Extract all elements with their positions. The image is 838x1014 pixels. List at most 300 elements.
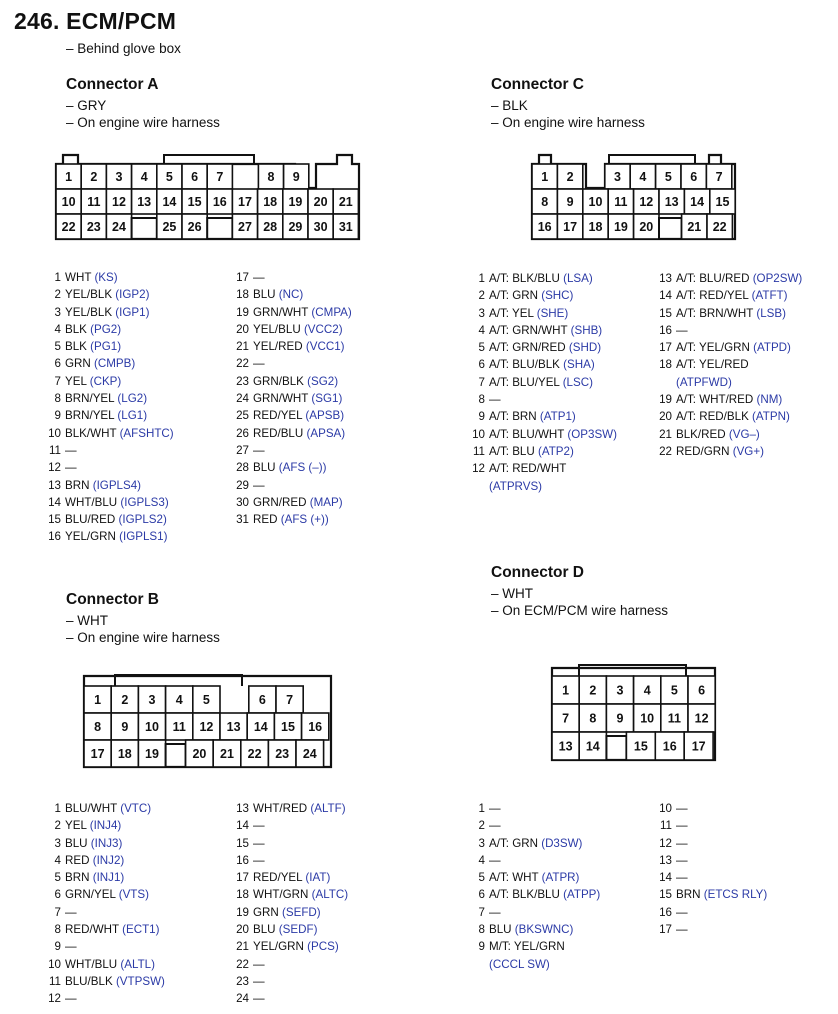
keying-slot xyxy=(207,218,232,239)
pin-row xyxy=(470,869,600,886)
wire-color: A/T: BLU/WHT xyxy=(489,427,565,441)
page-title: 246. ECM/PCM xyxy=(14,8,177,34)
wire-color: — xyxy=(253,974,265,988)
pin-cavity-label: 4 xyxy=(643,683,651,698)
pin-row xyxy=(657,800,767,817)
pin-row xyxy=(46,956,165,973)
wire-color: A/T: GRN xyxy=(489,289,538,303)
connector-a-color: – GRY xyxy=(66,98,107,113)
pin-row xyxy=(234,869,348,886)
pin-row xyxy=(470,938,600,973)
wire-color: WHT/BLU xyxy=(65,957,118,971)
pin-number: 4 xyxy=(478,853,485,867)
pin-number: 3 xyxy=(54,836,61,850)
pin-row xyxy=(470,339,617,356)
pin-number: 8 xyxy=(54,392,61,406)
connector-a-pin-list-right xyxy=(234,269,352,528)
wire-color: — xyxy=(253,357,265,371)
pin-number: 3 xyxy=(478,306,485,320)
wire-color: BLK/RED xyxy=(676,427,726,441)
pin-cavity-label: 12 xyxy=(639,195,654,209)
wire-color: WHT/GRN xyxy=(253,888,309,902)
pin-number: 15 xyxy=(236,836,249,850)
pin-cavity-label: 10 xyxy=(61,195,76,209)
pin-cavity-label: 14 xyxy=(585,739,600,754)
pin-cavity-label: 7 xyxy=(562,711,570,726)
pin-number: 12 xyxy=(48,461,61,475)
pin-row xyxy=(470,287,617,304)
pin-cavity-label: 1 xyxy=(94,693,102,707)
pin-cavity-label: 22 xyxy=(61,220,76,234)
signal-name: (IGPLS2) xyxy=(118,513,167,527)
signal-name: (AFS (+)) xyxy=(280,513,329,527)
pin-cavity-label: 12 xyxy=(199,720,214,734)
wire-color: — xyxy=(253,853,265,867)
pin-row xyxy=(46,355,174,372)
pin-row xyxy=(234,921,348,938)
wire-color: BRN xyxy=(65,478,90,492)
pin-number: 20 xyxy=(236,923,249,937)
pin-cavity-label: 1 xyxy=(65,170,73,184)
signal-name: (VCC1) xyxy=(305,340,345,354)
pin-row xyxy=(657,886,767,903)
pin-number: 2 xyxy=(478,289,485,303)
pin-number: 6 xyxy=(478,358,485,372)
pin-number: 5 xyxy=(478,341,485,355)
pin-row xyxy=(470,443,617,460)
pin-number: 11 xyxy=(659,819,672,833)
pin-number: 9 xyxy=(54,409,61,423)
signal-name: (ATPD) xyxy=(753,341,791,355)
pin-row xyxy=(470,800,600,817)
keying-slot xyxy=(166,744,186,767)
pin-number: 9 xyxy=(54,940,61,954)
wire-color: A/T: GRN/RED xyxy=(489,341,566,355)
wire-color: YEL/BLK xyxy=(65,288,113,302)
pin-cavity-label: 24 xyxy=(302,747,317,761)
pin-row xyxy=(234,511,352,528)
pin-number: 21 xyxy=(659,427,672,441)
pin-cavity-label: 2 xyxy=(589,683,597,698)
pin-number: 13 xyxy=(659,853,672,867)
pin-row xyxy=(234,269,352,286)
wire-color: — xyxy=(489,802,501,815)
pin-cavity-label: 7 xyxy=(216,170,224,184)
pin-cavity-label: 13 xyxy=(558,739,573,754)
pin-cavity-label: 6 xyxy=(698,683,706,698)
wire-color: GRN/WHT xyxy=(253,305,309,319)
pin-row xyxy=(470,374,617,391)
pin-cavity-label: 26 xyxy=(187,220,202,234)
connector-d-diagram xyxy=(546,660,726,770)
pin-number: 16 xyxy=(659,905,672,919)
connector-c-heading: Connector C xyxy=(491,76,584,93)
wire-color: BLU xyxy=(253,923,276,937)
pin-cavity-label: 3 xyxy=(115,170,123,184)
pin-number: 28 xyxy=(236,461,249,475)
signal-name: (ALTF) xyxy=(310,802,346,815)
pin-number: 3 xyxy=(54,305,61,319)
pin-row xyxy=(46,835,165,852)
pin-number: 14 xyxy=(659,289,672,303)
pin-row xyxy=(470,356,617,373)
pin-number: 26 xyxy=(236,426,249,440)
pin-cavity-label: 9 xyxy=(121,720,129,734)
pin-row xyxy=(46,904,165,921)
connector-a-notes xyxy=(66,97,220,131)
pin-cavity-label: 17 xyxy=(691,739,706,754)
pin-cavity-label: 21 xyxy=(220,747,234,761)
pin-cavity-label: 4 xyxy=(175,693,183,707)
connector-a-heading: Connector A xyxy=(66,76,159,93)
signal-name: (NM) xyxy=(756,393,783,407)
connector-b-diagram xyxy=(78,668,348,778)
pin-cavity-label: 16 xyxy=(308,720,323,734)
pin-number: 5 xyxy=(54,340,61,354)
signal-name: (SHD) xyxy=(568,341,602,355)
pin-cavity-label: 19 xyxy=(613,220,628,234)
pin-cavity-label: 9 xyxy=(616,711,624,726)
pin-number: 20 xyxy=(236,322,249,336)
signal-name: (INJ4) xyxy=(89,819,122,833)
pin-number: 7 xyxy=(54,374,61,388)
wire-color: A/T: YEL/GRN xyxy=(676,341,750,355)
pin-cavity-label: 3 xyxy=(148,693,156,707)
wire-color: YEL xyxy=(65,374,87,388)
wire-color: BRN/YEL xyxy=(65,409,115,423)
pin-cavity-label: 30 xyxy=(313,220,328,234)
pin-row xyxy=(234,373,352,390)
pin-number: 25 xyxy=(236,409,249,423)
wire-color: RED xyxy=(65,853,90,867)
keying-slot xyxy=(132,218,157,239)
pin-number: 13 xyxy=(48,478,61,492)
pin-cavity-label: 12 xyxy=(694,711,709,726)
wire-color: BLU/WHT xyxy=(65,802,117,815)
pin-row xyxy=(657,339,802,356)
pin-cavity-label: 15 xyxy=(715,195,730,209)
wire-color: — xyxy=(253,957,265,971)
wire-color: BRN xyxy=(65,871,90,885)
signal-name: (ATP1) xyxy=(539,410,576,424)
signal-name: (PG2) xyxy=(90,322,122,336)
pin-number: 17 xyxy=(236,271,249,284)
wire-color: — xyxy=(253,271,265,284)
wire-color: — xyxy=(65,461,77,475)
connector-latch xyxy=(609,155,695,164)
pin-row xyxy=(46,407,174,424)
pin-number: 18 xyxy=(236,288,249,302)
pin-cavity-label: 20 xyxy=(639,220,654,234)
pin-number: 14 xyxy=(236,819,249,833)
pin-number: 16 xyxy=(659,323,672,337)
connector-d-heading: Connector D xyxy=(491,564,584,581)
pin-row xyxy=(234,286,352,303)
wire-color: A/T: BLK/BLU xyxy=(489,888,560,902)
pin-number: 23 xyxy=(236,974,249,988)
pin-number: 14 xyxy=(48,495,61,509)
wire-color: A/T: RED/YEL xyxy=(676,289,749,303)
pin-number: 4 xyxy=(54,322,61,336)
signal-name: (ALTC) xyxy=(311,888,349,902)
pin-cavity-label: 3 xyxy=(614,170,621,184)
signal-name: (AFS (–)) xyxy=(278,461,327,475)
pin-cavity-label: 29 xyxy=(288,220,303,234)
connector-a-pin-list-left xyxy=(46,269,174,546)
pin-cavity-label: 7 xyxy=(286,693,294,707)
pin-row xyxy=(46,869,165,886)
wire-color: — xyxy=(253,443,265,457)
pin-number: 10 xyxy=(48,426,61,440)
connector-latch xyxy=(579,665,686,676)
pin-number: 30 xyxy=(236,495,249,509)
wire-color: WHT/RED xyxy=(253,802,308,815)
pin-row xyxy=(470,835,600,852)
pin-row xyxy=(657,391,802,408)
pin-cavity-label: 4 xyxy=(140,170,148,184)
pin-cavity-label: 8 xyxy=(94,720,102,734)
connector-d-pin-list-right xyxy=(657,800,767,938)
wire-color: YEL/GRN xyxy=(253,940,304,954)
pin-row xyxy=(46,973,165,990)
pin-number: 12 xyxy=(48,992,61,1006)
pin-cavity-label: 15 xyxy=(281,720,295,734)
pin-number: 7 xyxy=(478,375,485,389)
wire-color: RED/YEL xyxy=(253,871,303,885)
connector-b-pin-list-right xyxy=(234,800,348,1008)
pin-row xyxy=(234,390,352,407)
pin-row xyxy=(46,886,165,903)
wire-color: BLU/BLK xyxy=(65,974,113,988)
pin-cavity-label: 11 xyxy=(614,195,628,209)
connector-c-pin-list-left xyxy=(470,270,617,495)
pin-cavity-label: 17 xyxy=(90,747,105,761)
wire-color: RED/BLU xyxy=(253,426,304,440)
signal-name: (INJ3) xyxy=(90,836,123,850)
pin-number: 29 xyxy=(236,478,249,492)
wire-color: — xyxy=(676,853,688,867)
pin-row xyxy=(46,321,174,338)
signal-name: (LSA) xyxy=(563,272,593,285)
pin-cavity-label: 10 xyxy=(588,195,603,209)
pin-row xyxy=(46,817,165,834)
pin-cavity-label: 8 xyxy=(589,711,597,726)
pin-number: 22 xyxy=(659,444,672,458)
signal-name: (OP2SW) xyxy=(752,272,803,285)
pin-number: 7 xyxy=(54,905,61,919)
pin-row xyxy=(657,817,767,834)
wire-color: A/T: BLK/BLU xyxy=(489,272,560,285)
pin-cavity-label: 21 xyxy=(338,195,353,209)
pin-cavity-label: 5 xyxy=(670,683,678,698)
signal-name: (AFSHTC) xyxy=(119,426,174,440)
pin-number: 31 xyxy=(236,513,249,527)
wire-color: BLU xyxy=(253,461,276,475)
pin-row xyxy=(470,921,600,938)
pin-row xyxy=(234,494,352,511)
signal-name: (VTPSW) xyxy=(115,974,165,988)
connector-c-harness: – On engine wire harness xyxy=(491,115,645,130)
pin-number: 9 xyxy=(478,410,485,424)
pin-cavity-label: 16 xyxy=(662,739,677,754)
wire-color: A/T: BLU/RED xyxy=(676,272,750,285)
pin-row xyxy=(657,305,802,322)
pin-row xyxy=(46,990,165,1007)
wire-color: WHT xyxy=(65,271,92,284)
signal-name: (IGPLS1) xyxy=(119,530,168,544)
wire-color: YEL/GRN xyxy=(65,530,116,544)
pin-row xyxy=(470,460,617,495)
pin-cavity-label: 16 xyxy=(212,195,227,209)
wire-color: — xyxy=(676,323,688,337)
pin-cavity-label: 19 xyxy=(288,195,303,209)
pin-row xyxy=(657,869,767,886)
pin-row xyxy=(46,425,174,442)
pin-row xyxy=(657,287,802,304)
keying-slot xyxy=(659,218,682,239)
wire-color: — xyxy=(676,905,688,919)
pin-number: 3 xyxy=(478,836,485,850)
wire-color: — xyxy=(489,853,501,867)
wire-color: GRN xyxy=(253,905,279,919)
pin-row xyxy=(234,459,352,476)
pin-row xyxy=(234,886,348,903)
pin-cavity-label: 5 xyxy=(202,693,210,707)
connector-c-diagram xyxy=(525,150,745,250)
connector-c-color: – BLK xyxy=(491,98,528,113)
pin-row xyxy=(470,322,617,339)
pin-row xyxy=(46,373,174,390)
pin-number: 8 xyxy=(54,923,61,937)
pin-cavity-label: 18 xyxy=(117,747,132,761)
pin-number: 23 xyxy=(236,374,249,388)
signal-name: (BKSWNC) xyxy=(514,923,574,937)
connector-d-color: – WHT xyxy=(491,586,533,601)
connector-b-pin-list-left xyxy=(46,800,165,1008)
pin-number: 1 xyxy=(54,271,61,284)
wire-color: A/T: RED/BLK xyxy=(676,410,749,424)
pin-row xyxy=(234,835,348,852)
pin-row xyxy=(46,390,174,407)
pin-row xyxy=(46,852,165,869)
signal-name: (SG1) xyxy=(311,392,343,406)
wire-color: BRN xyxy=(676,888,701,902)
pin-row xyxy=(46,304,174,321)
pin-number: 2 xyxy=(478,819,485,833)
pin-row xyxy=(470,391,617,408)
connector-b-color: – WHT xyxy=(66,613,108,628)
pin-number: 18 xyxy=(659,358,672,372)
pin-row xyxy=(234,442,352,459)
pin-row xyxy=(234,338,352,355)
wire-color: RED/GRN xyxy=(676,444,730,458)
wire-color: A/T: BLU/YEL xyxy=(489,375,560,389)
signal-name: (IGP2) xyxy=(115,288,150,302)
signal-name: (PG1) xyxy=(90,340,122,354)
pin-cavity-label: 13 xyxy=(226,720,241,734)
signal-name: (LG2) xyxy=(117,392,148,406)
pin-cavity-label: 25 xyxy=(162,220,177,234)
pin-cavity-label: 2 xyxy=(566,170,574,184)
pin-cavity-label: 1 xyxy=(562,683,570,698)
pin-row xyxy=(470,408,617,425)
signal-name: (SEFD) xyxy=(282,905,321,919)
pin-number: 22 xyxy=(236,357,249,371)
pin-cavity-label: 11 xyxy=(87,195,101,209)
signal-name: (LSC) xyxy=(562,375,593,389)
wire-color: BLK xyxy=(65,340,87,354)
pin-number: 21 xyxy=(236,940,249,954)
wire-color: GRN/RED xyxy=(253,495,307,509)
pin-cavity-label: 8 xyxy=(541,195,549,209)
signal-name: (ATPRVS) xyxy=(489,479,543,493)
pin-number: 12 xyxy=(659,836,672,850)
pin-number: 22 xyxy=(236,957,249,971)
pin-row xyxy=(46,921,165,938)
wire-color: GRN xyxy=(65,357,91,371)
keying-slot xyxy=(606,736,626,760)
wire-color: YEL/BLU xyxy=(253,322,301,336)
pin-cavity-label: 10 xyxy=(640,711,655,726)
wire-color: A/T: BLU/BLK xyxy=(489,358,560,372)
wire-color: — xyxy=(489,819,501,833)
connector-c-notes xyxy=(491,97,645,131)
pin-cavity-label: 24 xyxy=(112,220,126,234)
wire-color: BLU/RED xyxy=(65,513,116,527)
wire-color: YEL/BLK xyxy=(65,305,113,319)
connector-b-heading: Connector B xyxy=(66,591,159,608)
pin-row xyxy=(657,356,802,391)
wire-color: RED/WHT xyxy=(65,923,119,937)
pin-row xyxy=(657,921,767,938)
pin-cavity-label: 20 xyxy=(192,747,207,761)
signal-name: (OP3SW) xyxy=(567,427,617,441)
pin-number: 19 xyxy=(236,305,249,319)
signal-name: (VTC) xyxy=(120,802,152,815)
connector-d-pin-list-left xyxy=(470,800,600,973)
pin-row xyxy=(657,408,802,425)
signal-name: (MAP) xyxy=(309,495,343,509)
wire-color: BLK/WHT xyxy=(65,426,117,440)
connector-c-pin-list-right xyxy=(657,270,802,460)
pin-number: 8 xyxy=(478,393,485,407)
signal-name: (CCCL SW) xyxy=(489,957,550,971)
pin-cavity-label: 27 xyxy=(238,220,252,234)
wire-color: A/T: YEL/RED xyxy=(676,358,749,372)
wire-color: GRN/WHT xyxy=(253,392,309,406)
signal-name: (CMPB) xyxy=(94,357,136,371)
pin-row xyxy=(46,442,174,459)
wire-color: — xyxy=(253,836,265,850)
pin-row xyxy=(234,425,352,442)
wire-color: BRN/YEL xyxy=(65,392,115,406)
signal-name: (VG–) xyxy=(728,427,760,441)
pin-row xyxy=(234,973,348,990)
signal-name: (ATPFWD) xyxy=(676,375,732,389)
wire-color: RED/YEL xyxy=(253,409,303,423)
signal-name: (IGP1) xyxy=(115,305,150,319)
pin-number: 17 xyxy=(659,923,672,937)
pin-row xyxy=(657,852,767,869)
pin-row xyxy=(46,459,174,476)
pin-cavity-label: 14 xyxy=(253,720,268,734)
wire-color: RED xyxy=(253,513,278,527)
signal-name: (IGPLS3) xyxy=(120,495,169,509)
pin-cavity-label: 14 xyxy=(162,195,177,209)
pin-number: 10 xyxy=(472,427,485,441)
pin-number: 17 xyxy=(236,871,249,885)
wire-color: — xyxy=(253,478,265,492)
